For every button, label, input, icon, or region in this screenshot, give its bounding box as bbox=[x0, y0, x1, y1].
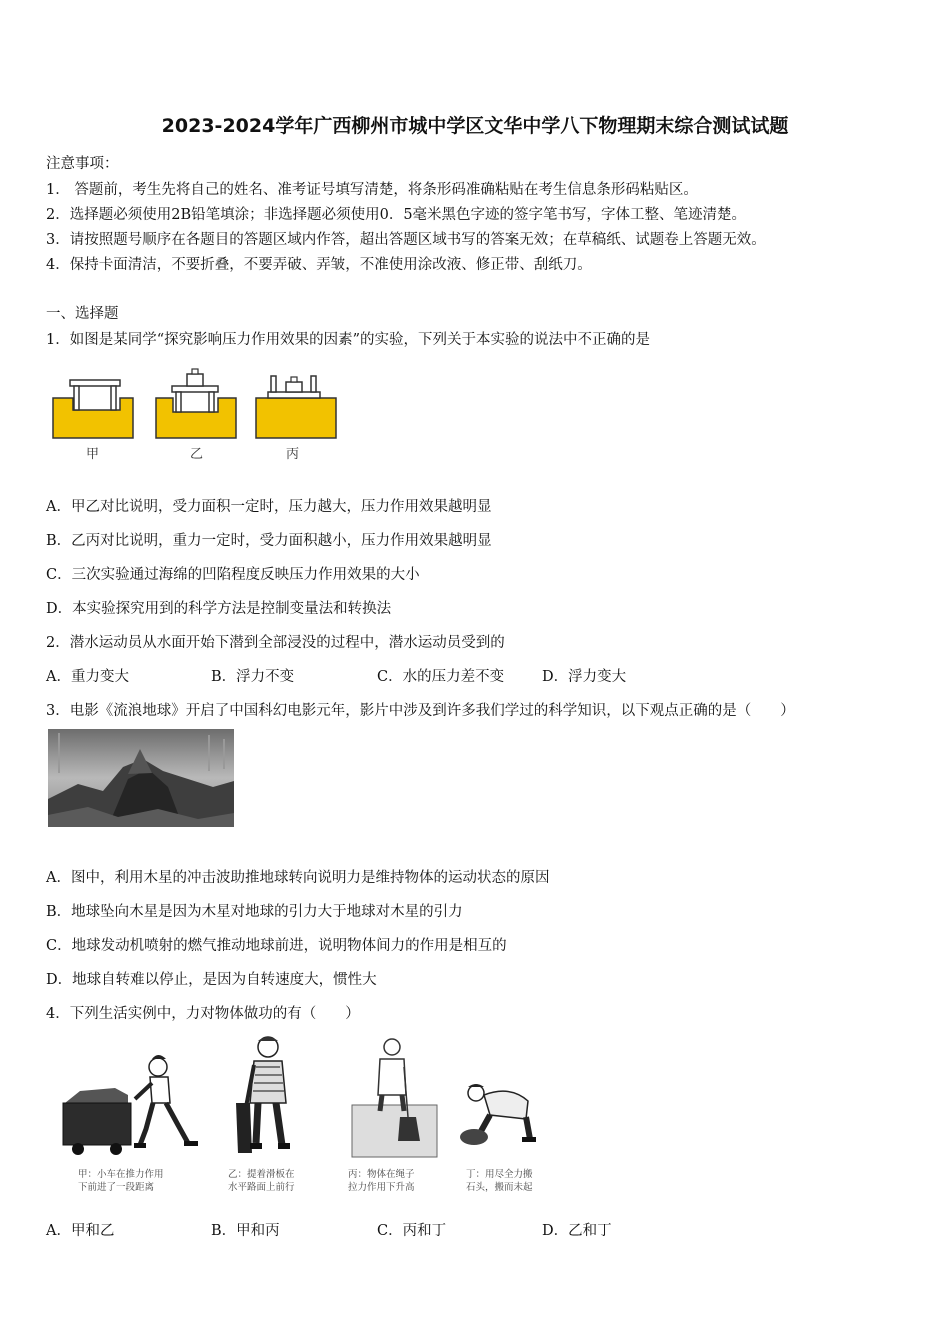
q2-option-a[interactable]: A．重力变大 bbox=[46, 669, 129, 685]
question-2-stem: 2．潜水运动员从水面开始下潜到全部浸没的过程中，潜水运动员受到的 bbox=[46, 635, 505, 651]
figure-label-bing: 丙 bbox=[286, 447, 300, 462]
cart-pushing-illustration bbox=[63, 1055, 198, 1155]
page-title: 2023-2024学年广西柳州市城中学区文华中学八下物理期末综合测试试题 bbox=[161, 115, 789, 137]
q3-option-b[interactable]: B．地球坠向木星是因为木星对地球的引力大于地球对木星的引力 bbox=[46, 904, 463, 920]
q3-option-d[interactable]: D．地球自转难以停止，是因为自转速度大，惯性大 bbox=[46, 972, 377, 988]
q4-option-d[interactable]: D．乙和丁 bbox=[542, 1223, 612, 1239]
q4-caption-yi: 乙：提着滑板在 水平路面上前行 bbox=[228, 1169, 295, 1193]
rope-lifting-illustration bbox=[352, 1039, 437, 1157]
figure-label-jia: 甲 bbox=[86, 447, 100, 462]
carrying-board-illustration bbox=[236, 1037, 290, 1153]
q4-caption-jia: 甲：小车在推力作用 下前进了一段距离 bbox=[78, 1169, 164, 1193]
q1-option-c[interactable]: C．三次实验通过海绵的凹陷程度反映压力作用效果的大小 bbox=[46, 567, 420, 583]
q4-option-a[interactable]: A．甲和乙 bbox=[46, 1223, 115, 1239]
question-4-stem: 4．下列生活实例中，力对物体做功的有（ ） bbox=[46, 1006, 360, 1022]
notice-item: 1． 答题前，考生先将自己的姓名、准考证号填写清楚，将条形码准确粘贴在考生信息条形码粘贴区。 bbox=[46, 182, 698, 198]
notice-item: 3．请按照题号顺序在各题目的答题区域内作答，超出答题区域书写的答案无效；在草稿纸、试题卷上答题无效。 bbox=[46, 232, 766, 248]
question-3-stem: 3．电影《流浪地球》开启了中国科幻电影元年，影片中涉及到许多我们学过的科学知识，以下观点正确的是（ ） bbox=[46, 703, 795, 719]
notice-item: 4．保持卡面清洁，不要折叠，不要弄破、弄皱，不准使用涂改液、修正带、刮纸刀。 bbox=[46, 257, 592, 273]
section-heading: 一、选择题 bbox=[46, 306, 119, 322]
q4-caption-bing: 丙：物体在绳子 拉力作用下升高 bbox=[348, 1169, 415, 1193]
q3-option-c[interactable]: C．地球发动机喷射的燃气推动地球前进，说明物体间力的作用是相互的 bbox=[46, 938, 507, 954]
lifting-stone-illustration bbox=[460, 1084, 536, 1145]
work-examples-figure bbox=[60, 1033, 560, 1168]
q1-option-b[interactable]: B．乙丙对比说明，重力一定时，受力面积越小，压力作用效果越明显 bbox=[46, 533, 492, 549]
q4-option-b[interactable]: B．甲和丙 bbox=[211, 1223, 280, 1239]
notice-heading: 注意事项： bbox=[46, 156, 119, 172]
notice-item: 2．选择题必须使用2B铅笔填涂；非选择题必须使用0．5毫米黑色字迹的签字笔书写，字体工整、笔迹清楚。 bbox=[46, 207, 747, 223]
q2-option-c[interactable]: C．水的压力差不变 bbox=[377, 669, 505, 685]
question-1-stem: 1．如图是某同学“探究影响压力作用效果的因素”的实验，下列关于本实验的说法中不正确的是 bbox=[46, 332, 651, 348]
q3-option-a[interactable]: A．图中，利用木星的冲击波助推地球转向说明力是维持物体的运动状态的原因 bbox=[46, 870, 550, 886]
figure-label-yi: 乙 bbox=[190, 447, 204, 462]
q1-option-d[interactable]: D．本实验探究用到的科学方法是控制变量法和转换法 bbox=[46, 601, 392, 617]
q1-option-a[interactable]: A．甲乙对比说明，受力面积一定时，压力越大，压力作用效果越明显 bbox=[46, 499, 492, 515]
q4-option-c[interactable]: C．丙和丁 bbox=[377, 1223, 447, 1239]
q4-caption-ding: 丁：用尽全力搬 石头，搬而未起 bbox=[466, 1169, 533, 1193]
q2-option-d[interactable]: D．浮力变大 bbox=[542, 669, 627, 685]
pressure-experiment-figure bbox=[48, 368, 343, 468]
q2-option-b[interactable]: B．浮力不变 bbox=[211, 669, 295, 685]
wandering-earth-image bbox=[48, 729, 234, 827]
